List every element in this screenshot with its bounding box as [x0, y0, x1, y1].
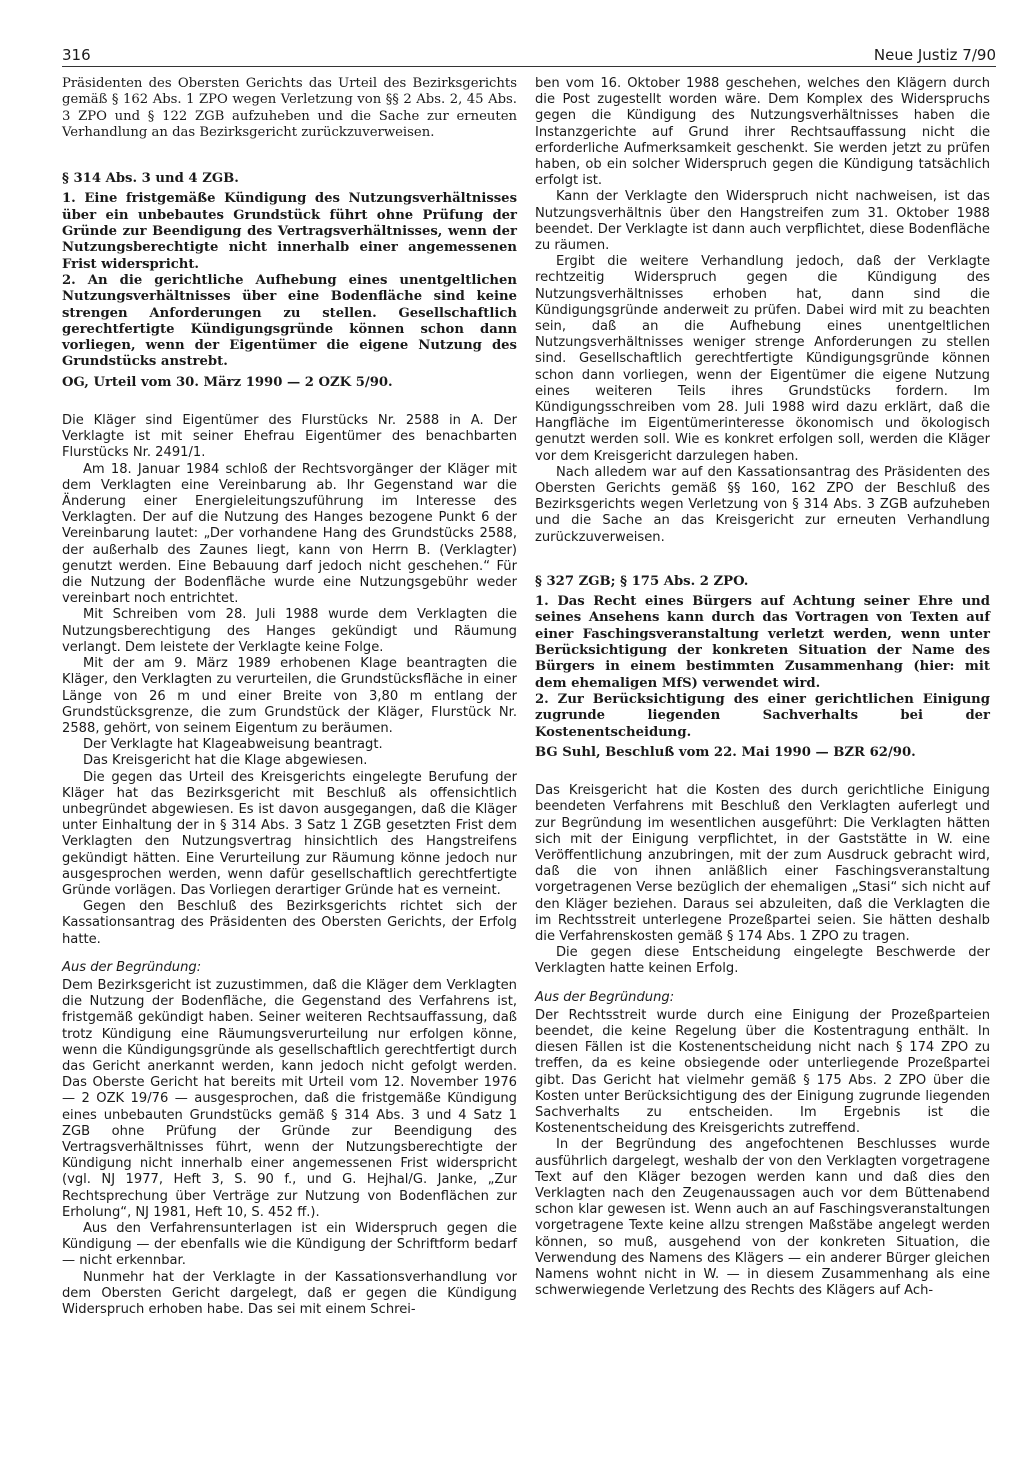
case1-paragraph: Die gegen das Urteil des Kreisgerichts eingelegte Berufung der Kläger hat das Bezirksgericht mit Beschluß als offensichtlich unbegründet abgewiesen. Es ist davon ausgegangen, daß die Kläger unter Einhaltung der in § 314 Abs. 3 Satz 1 ZGB gesetzten Frist dem Verklagten den Nutzungsvertrag hinsichtlich des Hangstreifens gekündigt hätten. Eine Verurteilung zur Räumung könne jedoch nur ausgesprochen werden, wenn dafür gesellschaftlich gerechtfertigte Gründe vorlägen. Das Vorliegen derartiger Gründe hat es verneint. [62, 769, 517, 898]
case1-paragraph: Mit Schreiben vom 28. Juli 1988 wurde dem Verklagten die Nutzungsberechtigung des Hanges gekündigt und Räumung verlangt. Dem leistete der Verklagte keine Folge. [62, 607, 517, 655]
case1-law-reference: § 314 Abs. 3 und 4 ZGB. [62, 171, 239, 187]
case1-paragraph: Die Kläger sind Eigentümer des Flurstücks Nr. 2588 in A. Der Verklagte ist mit seiner Ehefrau Eigentümer des benachbarten Flurstücks Nr. 2491/1. [62, 413, 517, 461]
case1-paragraph: ben vom 16. Oktober 1988 geschehen, welches den Klägern durch die Post zugestellt worden wäre. Dem Komplex des Widerspruchs gegen die Kündigung des Nutzungsverhältnisses haben die Instanzgerichte auf Grund ihrer Rechtsauffassung nicht die erforderliche Aufmerksamkeit geschenkt. Sie werden jetzt zu prüfen haben, ob ein solcher Widerspruch gegen die Kündigung tatsächlich erfolgt ist. [535, 76, 990, 189]
case2-source: BG Suhl, Beschluß vom 22. Mai 1990 — BZR 62/90. [535, 744, 916, 760]
case1-body [62, 413, 517, 1318]
case1-paragraph: Gegen den Beschluß des Bezirksgerichts richtet sich der Kassationsantrag des Präsidenten des Obersten Gerichts, der Erfolg hatte. [62, 899, 517, 947]
right-column [535, 76, 990, 1299]
case2-body [535, 783, 990, 1299]
page-number: 316 [62, 46, 91, 64]
case2-paragraph: Die gegen diese Entscheidung eingelegte Beschwerde der Verklagten hatte keinen Erfolg. [535, 945, 990, 977]
case1-paragraph: Dem Bezirksgericht ist zuzustimmen, daß die Kläger dem Verklagten die Nutzung der Bodenfläche, die Gegenstand des Verfahrens ist, fristgemäß gekündigt haben. Seiner weiteren Rechtsauffassung, daß trotz Kündigung eine Räumungsverurteilung nur erfolgen könne, wenn die Kündigungsgründe als gesellschaftlich gerechtfertigt durch das Gericht anerkannt werden, kann jedoch nicht gefolgt werden. Das Oberste Gericht hat bereits mit Urteil vom 12. November 1976 — 2 OZK 19/76 — ausgesprochen, daß die fristgemäße Kündigung eines unbebauten Grundstücks gemäß § 314 Abs. 3 und 4 Satz 1 ZGB ohne Prüfung der Gründe zur Beendigung des Vertragsverhältnisses führt, wenn der Nutzungsberechtigte der Kündigung nicht innerhalb einer angemessenen Frist widerspricht (vgl. NJ 1977, Heft 3, S. 90 f., und G. Hejhal/G. Janke, „Zur Rechtsprechung über Verträge zur Nutzung von Bodenflächen zur Erholung“, NJ 1981, Heft 10, S. 452 ff.). [62, 977, 517, 1220]
case1-headnote-1: 1. Eine fristgemäße Kündigung des Nutzungsverhältnisses über ein unbebautes Grundstück führt ohne Prüfung der Gründe zur Beendigung des Vertragsverhältnisses, wenn der Nutzungsberechtigte nicht innerhalb einer angemessenen Frist widerspricht. [62, 191, 517, 272]
case1-reasoning-heading: Aus der Begründung: [62, 959, 202, 975]
journal-issue: Neue Justiz 7/90 [873, 46, 996, 64]
case1-paragraph: Am 18. Januar 1984 schloß der Rechtsvorgänger der Kläger mit dem Verklagten eine Vereinbarung ab. Ihr Gegenstand war die Änderung einer Energieleitungszuführung im Interesse des Verklagten. Der auf die Nutzung des Hanges bezogene Punkt 6 der Vereinbarung lautet: „Der vorhandene Hang des Grundstücks 2588, der außerhalb des Zaunes liegt, kann von Herrn B. (Verklagter) genutzt werden. Eine Bebauung darf jedoch nicht geschehen.“ Für die Nutzung der Bodenfläche wurde eine Nutzungsgebühr weder vereinbart noch entrichtet. [62, 461, 517, 607]
case1-headnote-2: 2. An die gerichtliche Aufhebung eines unentgeltlichen Nutzungsverhältnisses über eine Bodenfläche sind keine strengen Anforderungen zu stellen. Gesellschaftlich gerechtfertigte Kündigungsgründe können schon dann vorliegen, wenn der Eigentümer die eigene Nutzung des Grundstücks anstrebt. [62, 272, 517, 370]
case1-paragraph: Kann der Verklagte den Widerspruch nicht nachweisen, ist das Nutzungsverhältnis über den Hangstreifen zum 31. Oktober 1988 beendet. Der Verklagte ist dann auch verpflichtet, diese Bodenfläche zu räumen. [535, 189, 990, 254]
case2-law-reference: § 327 ZGB; § 175 Abs. 2 ZPO. [535, 573, 749, 589]
case1-paragraph: Nunmehr hat der Verklagte in der Kassationsverhandlung vor dem Obersten Gericht dargelegt, daß er gegen die Kündigung Widerspruch erhoben habe. Das sei mit einem Schrei- [62, 1269, 517, 1318]
case2-paragraph: In der Begründung des angefochtenen Beschlusses wurde ausführlich dargelegt, weshalb der von den Verklagten vorgetragene Text auf den Kläger bezogen werden kann und daß dies den Verklagten nach den Zeugenaussagen auch vor dem Büttenabend schon klar gewesen ist. Wenn auch an auf Faschingsveranstaltungen vorgetragene Texte keine allzu strengen Maßstäbe angelegt werden können, so muß, ausgehend von der konkreten Situation, die Verwendung des Namens des Klägers — ein anderer Bürger gleichen Namens wohnt nicht in W. — in diesem Zusammenhang als eine schwerwiegende Verletzung des Rechts des Klägers auf Ach- [535, 1137, 990, 1299]
case1-continuation [535, 76, 990, 546]
left-column [62, 76, 517, 1318]
case1-paragraph: Das Kreisgericht hat die Klage abgewiesen. [82, 753, 368, 769]
case1-paragraph: Der Verklagte hat Klageabweisung beantragt. [82, 737, 383, 753]
case2-reasoning-heading: Aus der Begründung: [535, 989, 675, 1005]
case1-paragraph: Nach alledem war auf den Kassationsantrag des Präsidenten des Obersten Gerichts gemäß §§ 160, 162 ZPO der Beschluß des Bezirksgerichts wegen Verletzung von § 314 Abs. 3 ZGB aufzuheben und die Sache an das Kreisgericht zur erneuten Verhandlung zurückzuverweisen. [535, 464, 990, 545]
case2-headnote-2: 2. Zur Berücksichtigung des einer gerichtlichen Einigung zugrunde liegenden Sachverhalts bei der Kostenentscheidung. [535, 691, 990, 740]
case2-paragraph: Der Rechtsstreit wurde durch eine Einigung der Prozeßparteien beendet, die keine Regelung über die Kostentragung enthält. In diesen Fällen ist die Kostenentscheidung nicht nach § 174 ZPO zu treffen, da es keine obsiegende oder unterliegende Prozeßpartei gibt. Das Gericht hat vielmehr gemäß § 175 Abs. 2 ZPO über die Kosten unter Berücksichtigung des der Einigung zugrunde liegenden Sachverhalts zu entscheiden. Im Ergebnis ist die Kostenentscheidung des Kreisgerichts zutreffend. [535, 1007, 990, 1137]
page-header [62, 44, 996, 67]
case2-headnote-1: 1. Das Recht eines Bürgers auf Achtung seiner Ehre und seines Ansehens kann durch das Vortragen von Texten auf einer Faschingsveranstaltung verletzt werden, wenn unter Berücksichtigung der konkreten Situation der Name des Bürgers in einem bestimmten Zusammenhang (hier: mit dem ehemaligen MfS) verwendet wird. [535, 594, 990, 691]
case1-paragraph: Ergibt die weitere Verhandlung jedoch, daß der Verklagte rechtzeitig Widerspruch gegen die Kündigung des Nutzungsverhältnisses erhoben hat, dann sind die Kündigungsgründe anderweit zu prüfen. Dabei wird mit zu beachten sein, daß an die Aufhebung eines unentgeltlichen Nutzungsverhältnisses weniger strenge Anforderungen zu stellen sind. Gesellschaftlich gerechtfertigte Kündigungsgründe können schon dann vorliegen, wenn der Eigentümer die eigene Nutzung eines weiteren Teils ihres Grundstücks fordern. Im Kündigungsschreiben vom 28. Juli 1988 wird dazu erklärt, daß die Hangfläche im Eigentümerinteresse ökonomisch und ökologisch genutzt werden soll. Wie es konkret erfolgen soll, werden die Kläger vor dem Kreisgericht darzulegen haben. [535, 254, 990, 464]
case1-source: OG, Urteil vom 30. März 1990 — 2 OZK 5/90. [62, 374, 393, 390]
case1-paragraph: Aus den Verfahrensunterlagen ist ein Widerspruch gegen die Kündigung — der ebenfalls wie die Kündigung der Schriftform bedarf — nicht erkennbar. [62, 1221, 517, 1269]
case2-paragraph: Das Kreisgericht hat die Kosten des durch gerichtliche Einigung beendeten Verfahrens mit Beschluß den Verklagten auferlegt und zur Begründung im wesentlichen ausgeführt: Die Verklagten hätten sich mit der Einigung verpflichtet, in der Gaststätte in W. eine Veröffentlichung anzubringen, mit der zum Ausdruck gebracht wird, daß die von ihnen anläßlich einer Faschingsveranstaltung vorgetragenen Verse bezüglich der ehemaligen „Stasi“ sich nicht auf den Kläger beziehen. Daraus sei abzuleiten, daß die Verklagten die im Rechtsstreit unterlegene Prozeßpartei seien. Sie hätten deshalb die Verfahrenskosten gemäß § 174 Abs. 1 ZPO zu tragen. [535, 783, 990, 944]
intro-paragraph: Präsidenten des Obersten Gerichts das Urteil des Bezirksgerichts gemäß § 162 Abs. 1 ZPO wegen Verletzung von §§ 2 Abs. 2, 45 Abs. 3 ZPO und § 122 ZGB aufzuheben und die Sache zur erneuten Verhandlung an das Bezirksgericht zurückzuverweisen. [62, 76, 517, 140]
case1-paragraph: Mit der am 9. März 1989 erhobenen Klage beantragten die Kläger, den Verklagten zu verurteilen, die Grundstücksfläche in einer Länge von 26 m und einer Breite von 3,80 m entlang der Grundstücksgrenze, die zum Grundstück der Kläger, Flurstück Nr. 2588, gehört, von seinem Eigentum zu beräumen. [62, 656, 517, 736]
